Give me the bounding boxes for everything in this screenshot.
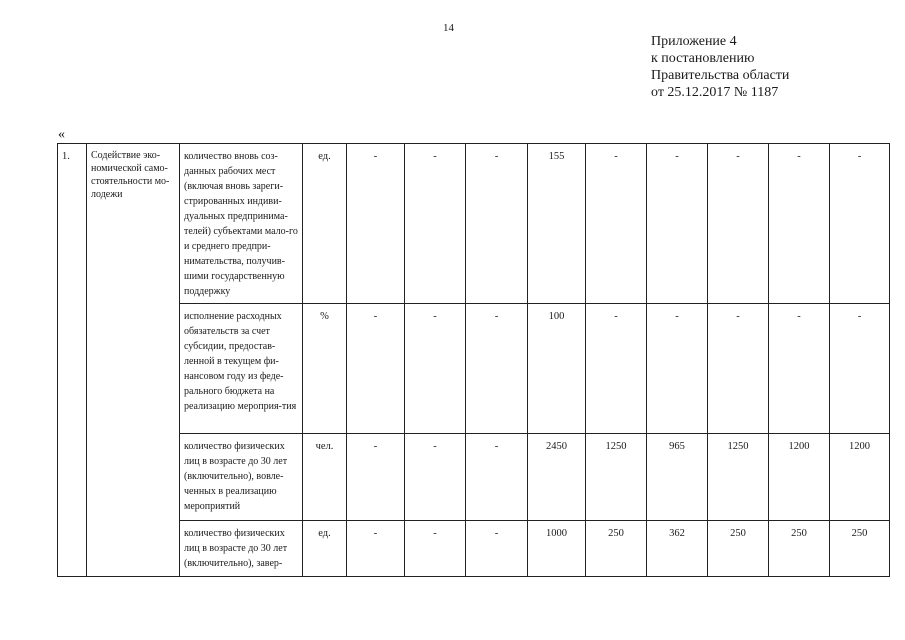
appendix-line: от 25.12.2017 № 1187 — [651, 85, 779, 100]
indicator-cell: количество физических лиц в возрасте до 30 лет (включительно), завер- — [180, 521, 303, 577]
goal-cell: Содействие эко-номической само-стоятельности мо-лодежи — [87, 144, 180, 577]
value-cell: - — [347, 144, 405, 304]
value-cell: - — [466, 521, 528, 577]
value-cell: - — [647, 304, 708, 434]
value-cell: - — [708, 144, 769, 304]
opening-quote-mark: « — [58, 127, 65, 142]
value-cell: - — [830, 304, 890, 434]
value-cell: 1200 — [830, 434, 890, 521]
value-cell: - — [347, 521, 405, 577]
unit-cell: чел. — [303, 434, 347, 521]
value-cell: - — [647, 144, 708, 304]
value-cell: 100 — [528, 304, 586, 434]
value-cell: - — [708, 304, 769, 434]
value-cell: - — [405, 304, 466, 434]
indicator-cell: количество физических лиц в возрасте до 30 лет (включительно), вовле-ченных в реализацию мероприятий — [180, 434, 303, 521]
value-cell: 1250 — [586, 434, 647, 521]
unit-cell: ед. — [303, 521, 347, 577]
value-cell: - — [466, 304, 528, 434]
value-cell: - — [347, 304, 405, 434]
appendix-line: к постановлению — [651, 51, 755, 66]
value-cell: 1250 — [708, 434, 769, 521]
value-cell: - — [347, 434, 405, 521]
value-cell: 1000 — [528, 521, 586, 577]
appendix-line: Правительства области — [651, 68, 790, 83]
indicators-table — [57, 143, 890, 577]
value-cell: - — [769, 144, 830, 304]
indicator-cell: исполнение расходных обязательств за счет субсидии, предостав-ленной в текущем фи-нансовом году из феде-рального бюджета на реализацию мероприя-тия — [180, 304, 303, 434]
table-row — [58, 144, 890, 304]
value-cell: 2450 — [528, 434, 586, 521]
table-row — [58, 304, 890, 434]
value-cell: 250 — [830, 521, 890, 577]
value-cell: - — [586, 304, 647, 434]
indicator-cell: количество вновь соз-данных рабочих мест (включая вновь зареги-стрированных индиви-дуальных предпринима-телей) субъектами мало-го и среднего предпри-нимательства, получив-шими государственную поддержку — [180, 144, 303, 304]
unit-cell: % — [303, 304, 347, 434]
value-cell: 965 — [647, 434, 708, 521]
value-cell: 1200 — [769, 434, 830, 521]
value-cell: 250 — [708, 521, 769, 577]
value-cell: - — [586, 144, 647, 304]
value-cell: 250 — [586, 521, 647, 577]
value-cell: 362 — [647, 521, 708, 577]
value-cell: 155 — [528, 144, 586, 304]
value-cell: - — [466, 434, 528, 521]
page-number: 14 — [443, 22, 454, 34]
table-row — [58, 521, 890, 577]
value-cell: - — [466, 144, 528, 304]
value-cell: - — [405, 144, 466, 304]
value-cell: 250 — [769, 521, 830, 577]
appendix-header — [651, 33, 789, 101]
appendix-line: Приложение 4 — [651, 34, 737, 49]
table-row — [58, 434, 890, 521]
value-cell: - — [830, 144, 890, 304]
unit-cell: ед. — [303, 144, 347, 304]
value-cell: - — [405, 434, 466, 521]
value-cell: - — [405, 521, 466, 577]
row-number: 1. — [58, 144, 87, 577]
value-cell: - — [769, 304, 830, 434]
